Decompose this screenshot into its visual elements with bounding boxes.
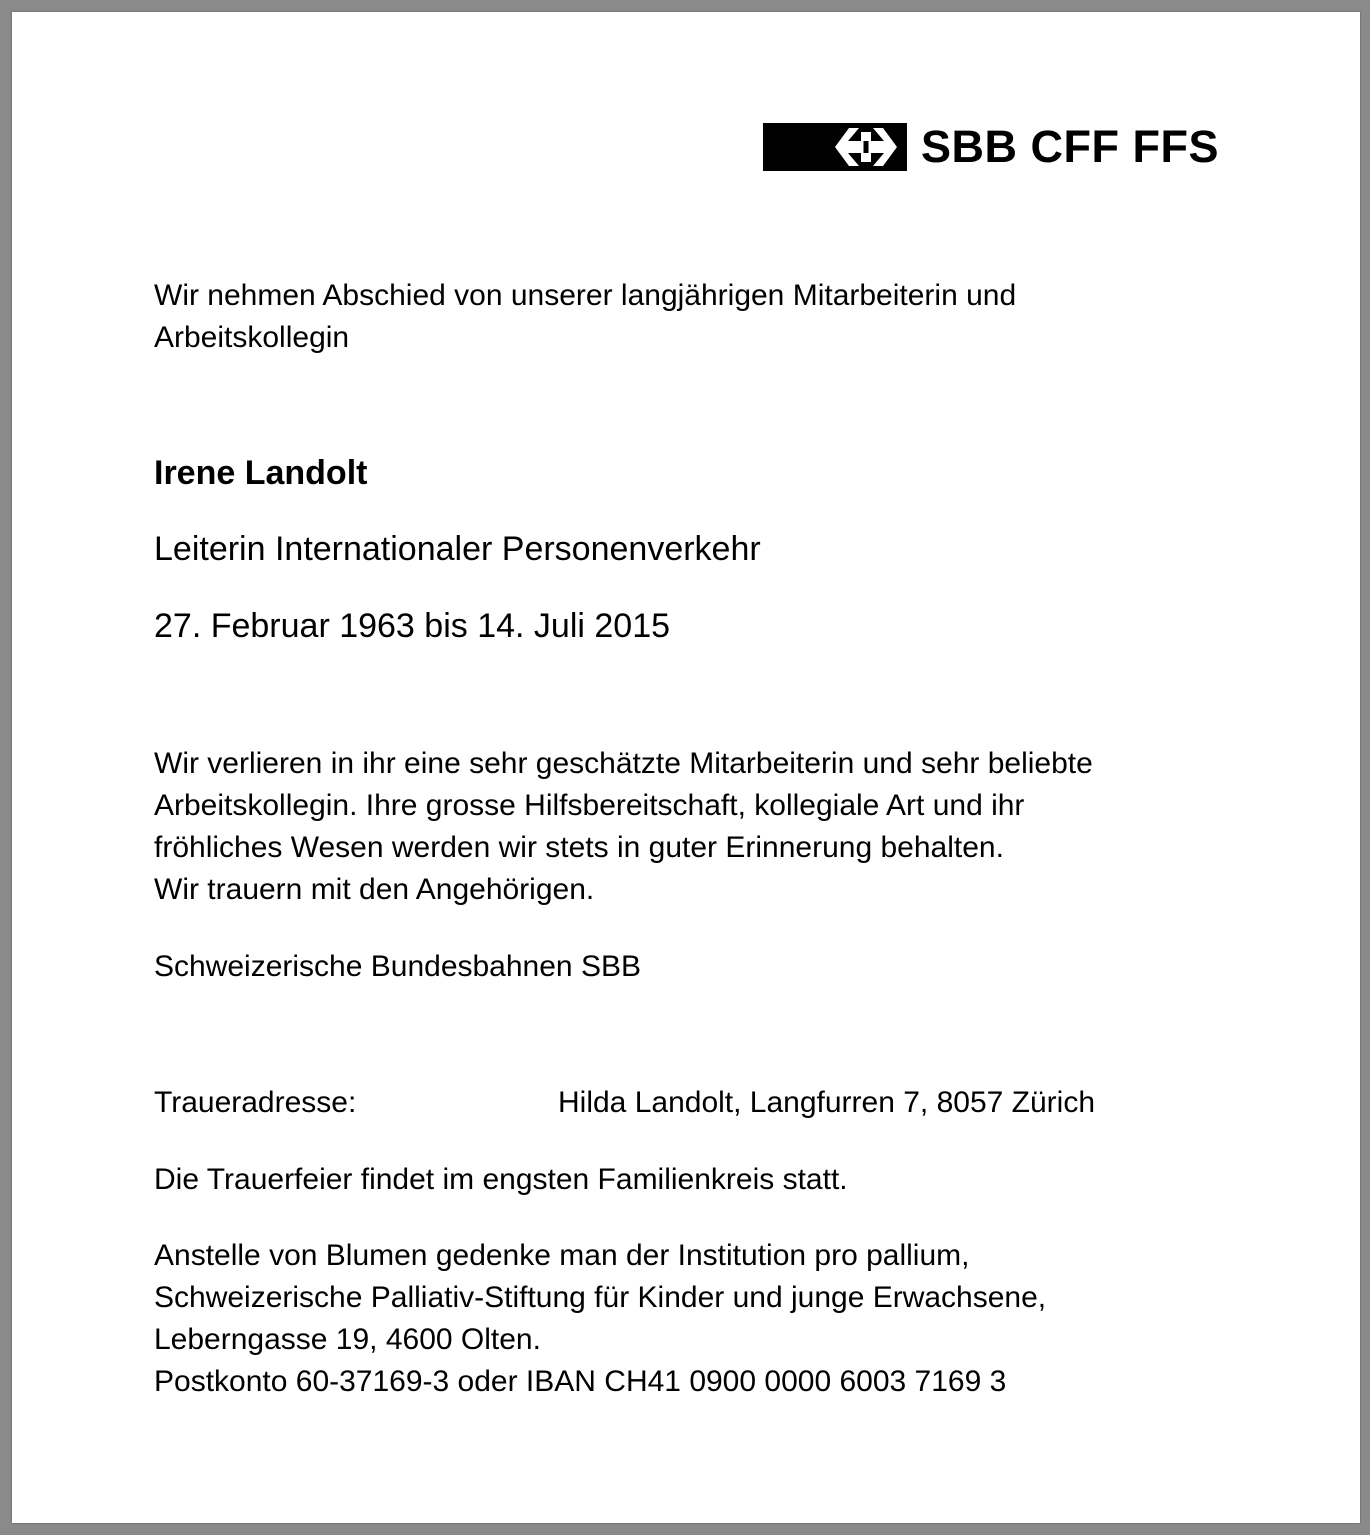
- donation-line: Anstelle von Blumen gedenke man der Institution pro pallium,: [154, 1239, 970, 1272]
- mourning-address-value: Hilda Landolt, Langfurren 7, 8057 Zürich: [558, 1086, 1096, 1119]
- intro-line: Arbeitskollegin: [154, 321, 350, 354]
- tribute-line: fröhliches Wesen werden wir stets in guter Erinnerung behalten.: [154, 831, 1004, 864]
- life-dates: 27. Februar 1963 bis 14. Juli 2015: [154, 607, 671, 645]
- intro-line: Wir nehmen Abschied von unserer langjährigen Mitarbeiterin und: [154, 279, 1017, 312]
- deceased-name: Irene Landolt: [154, 454, 368, 492]
- mourning-address-label: Traueradresse:: [154, 1086, 357, 1119]
- sbb-arrows-icon: [763, 123, 907, 171]
- mourning-address: [154, 1082, 1254, 1124]
- deceased-role: Leiterin Internationaler Personenverkehr: [154, 530, 761, 568]
- tribute-line: Wir trauern mit den Angehörigen.: [154, 873, 595, 906]
- sbb-logo-text: SBB CFF FFS: [921, 121, 1219, 172]
- tribute-line: Wir verlieren in ihr eine sehr geschätzte Mitarbeiterin und sehr beliebte: [154, 747, 1093, 780]
- donation-line: Postkonto 60-37169-3 oder IBAN CH41 0900 0000 6003 7169 3: [154, 1365, 1007, 1398]
- intro-text: [154, 275, 1016, 359]
- donation-text: [154, 1235, 1046, 1403]
- tribute-line: Arbeitskollegin. Ihre grosse Hilfsbereitschaft, kollegiale Art und ihr: [154, 789, 1025, 822]
- donation-line: Schweizerische Palliativ-Stiftung für Kinder und junge Erwachsene,: [154, 1281, 1047, 1314]
- obituary-page: [12, 12, 1360, 1523]
- tribute-text: [154, 743, 1093, 911]
- sbb-logo: [763, 122, 1219, 172]
- signature: Schweizerische Bundesbahnen SBB: [154, 950, 641, 983]
- ceremony-note: Die Trauerfeier findet im engsten Familienkreis statt.: [154, 1163, 848, 1196]
- donation-line: Leberngasse 19, 4600 Olten.: [154, 1323, 541, 1356]
